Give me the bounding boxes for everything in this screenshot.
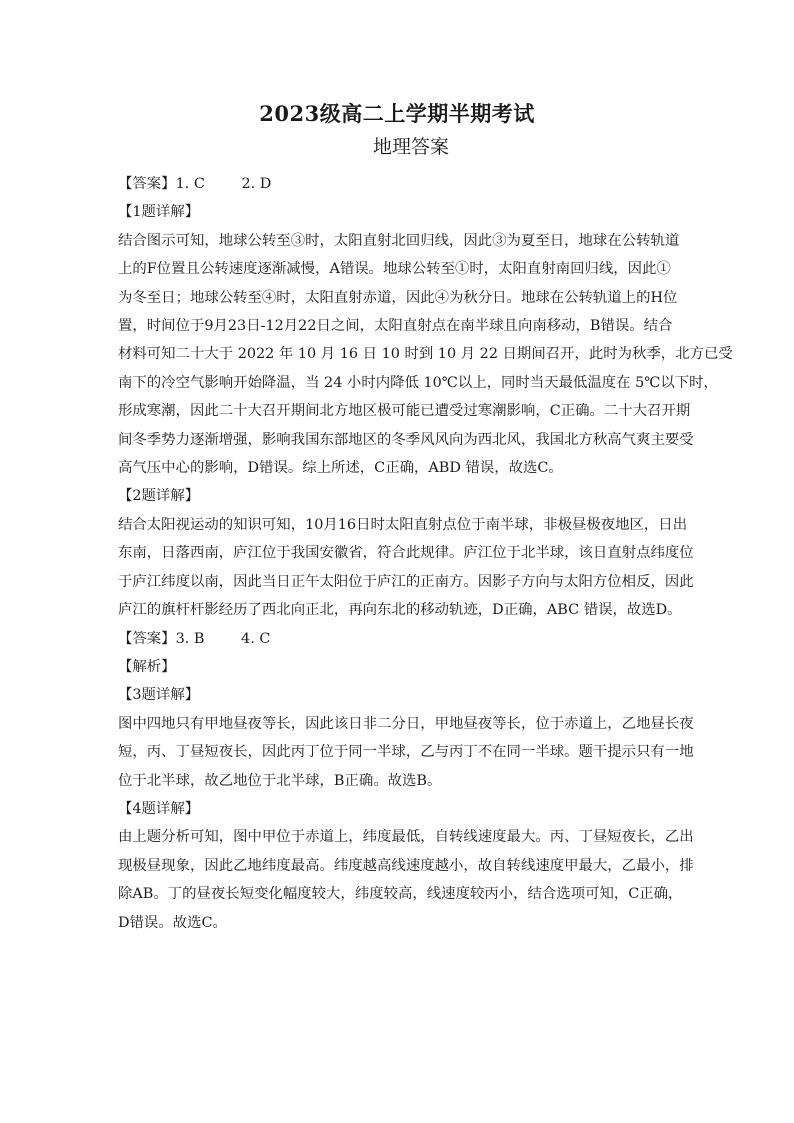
- text-line: 结合太阳视运动的知识可知，10月16日时太阳直射点位于南半球，非极昼极夜地区，日出: [118, 516, 688, 533]
- text-line: 间冬季势力逐渐增强，影响我国东部地区的冬季风风向为西北风，我国北方秋高气爽主要受: [118, 431, 694, 448]
- section-heading: 【解析】: [118, 658, 176, 675]
- answer-line: 【答案】3. B 4. C: [118, 630, 271, 647]
- text-line: 庐江的旗杆杆影经历了西北向正北，再向东北的移动轨迹，D正确，ABC 错误，故选D。: [118, 602, 682, 619]
- answer-content: [118, 170, 733, 937]
- section-heading: 【1题详解】: [118, 204, 200, 221]
- text-line: 图中四地只有甲地昼夜等长，因此该日非二分日，甲地昼夜等长，位于赤道上，乙地昼长夜: [118, 715, 694, 732]
- answer-line: 【答案】1. C 2. D: [118, 176, 272, 192]
- text-line: 东南，日落西南，庐江位于我国安徽省，符合此规律。庐江位于北半球，该日直射点纬度位: [118, 545, 694, 562]
- text-line: 结合图示可知，地球公转至③时，太阳直射北回归线，因此③为夏至日，地球在公转轨道: [118, 232, 680, 249]
- text-line: 形成寒潮，因此二十大召开期间北方地区极可能已遭受过寒潮影响，C正确。二十大召开期: [118, 403, 691, 420]
- section-heading: 【4题详解】: [118, 800, 200, 817]
- text-line: 于庐江纬度以南，因此当日正午太阳位于庐江的正南方。因影子方向与太阳方位相反，因此: [118, 573, 694, 590]
- text-line: 材料可知二十大于 2022 年 10 月 16 日 10 时到 10 月 22 日期间召开，此时为秋季，北方已受: [118, 346, 733, 363]
- section-heading: 【2题详解】: [118, 488, 200, 505]
- text-line: 南下的冷空气影响开始降温，当 24 小时内降低 10℃以上，同时当天最低温度在 5℃以下时，: [118, 374, 718, 391]
- section-heading: 【3题详解】: [118, 687, 200, 704]
- text-line: 除AB。丁的昼夜长短变化幅度较大，纬度较高，线速度较丙小，结合选项可知，C正确，: [118, 886, 683, 903]
- text-line: 置，时间位于9月23日-12月22日之间，太阳直射点在南半球且向南移动，B错误。结合: [118, 318, 673, 335]
- page-title: 2023级高二上学期半期考试: [259, 101, 535, 126]
- text-line: 上的F位置且公转速度逐渐减慢，A错误。地球公转至①时，太阳直射南回归线，因此①: [118, 261, 671, 278]
- text-line: 为冬至日；地球公转至④时，太阳直射赤道，因此④为秋分日。地球在公转轨道上的H位: [118, 289, 678, 306]
- text-line: 高气压中心的影响，D错误。综上所述，C正确，ABD 错误，故选C。: [118, 460, 563, 477]
- text-line: 现极昼现象，因此乙地纬度最高。纬度越高线速度越小，故自转线速度甲最大，乙最小，排: [118, 857, 694, 874]
- text-line: 短，丙、丁昼短夜长，因此丙丁位于同一半球，乙与丙丁不在同一半球。题干提示只有一地: [118, 744, 694, 761]
- page-subtitle: 地理答案: [372, 136, 449, 158]
- text-line: 位于北半球，故乙地位于北半球，B正确。故选B。: [118, 772, 442, 789]
- text-line: 由上题分析可知，图中甲位于赤道上，纬度最低，自转线速度最大。丙、丁昼短夜长，乙出: [118, 829, 694, 846]
- text-line: D错误。故选C。: [118, 914, 227, 931]
